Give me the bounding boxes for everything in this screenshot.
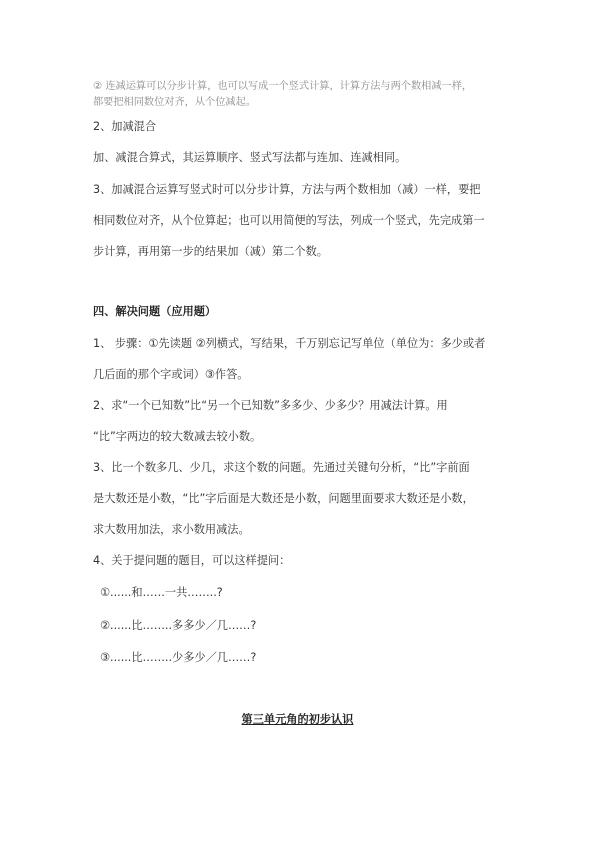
paragraph-line: 3、比一个数多几、少几，求这个数的问题。先通过关键句分析，“比”字前面 — [93, 461, 470, 474]
section-heading: 2、加减混合 — [93, 120, 157, 133]
paragraph-line: 求大数用加法，求小数用减法。 — [93, 523, 250, 536]
list-item: ①......和……一共……..? — [100, 586, 223, 599]
list-item: ②......比……..多多少／几……? — [100, 619, 257, 632]
section-heading: 四、解决问题（应用题） — [93, 305, 217, 318]
paragraph-line: 相同数位对齐，从个位算起；也可以用简便的写法，列成一个竖式，先完成第一 — [93, 214, 485, 227]
paragraph-line: 都要把相同数位对齐，从个位减起。 — [93, 97, 256, 108]
paragraph-line: 3、加减混合运算写竖式时可以分步计算，方法与两个数相加（减）一样，要把 — [93, 183, 481, 196]
list-item: ③......比……..少多少／几……? — [100, 651, 257, 664]
paragraph-line: 几后面的那个字或词）③作答。 — [93, 368, 249, 381]
chapter-title: 第三单元角的初步认识 — [241, 713, 354, 726]
paragraph-line: “比”字两边的较大数减去较小数。 — [93, 430, 262, 443]
paragraph-line: 4、关于提问题的题目，可以这样提问： — [93, 554, 291, 567]
paragraph-line: 是大数还是小数，“比”字后面是大数还是小数，问题里面要求大数还是小数， — [93, 492, 474, 505]
paragraph-line: 加、减混合算式，其运算顺序、竖式写法都与连加、连减相同。 — [93, 151, 407, 164]
paragraph-line: 1、 步骤：①先读题 ②列横式，写结果，千万别忘记写单位（单位为：多少或者 — [93, 337, 486, 350]
paragraph-line: 2、求“一个已知数”比“另一个已知数”多多少、少多少？用减法计算。用 — [93, 399, 448, 412]
paragraph-line: 步计算，再用第一步的结果加（减）第二个数。 — [93, 245, 328, 258]
paragraph-line: ② 连减运算可以分步计算，也可以写成一个竖式计算，计算方法与两个数相减一样， — [93, 81, 473, 92]
